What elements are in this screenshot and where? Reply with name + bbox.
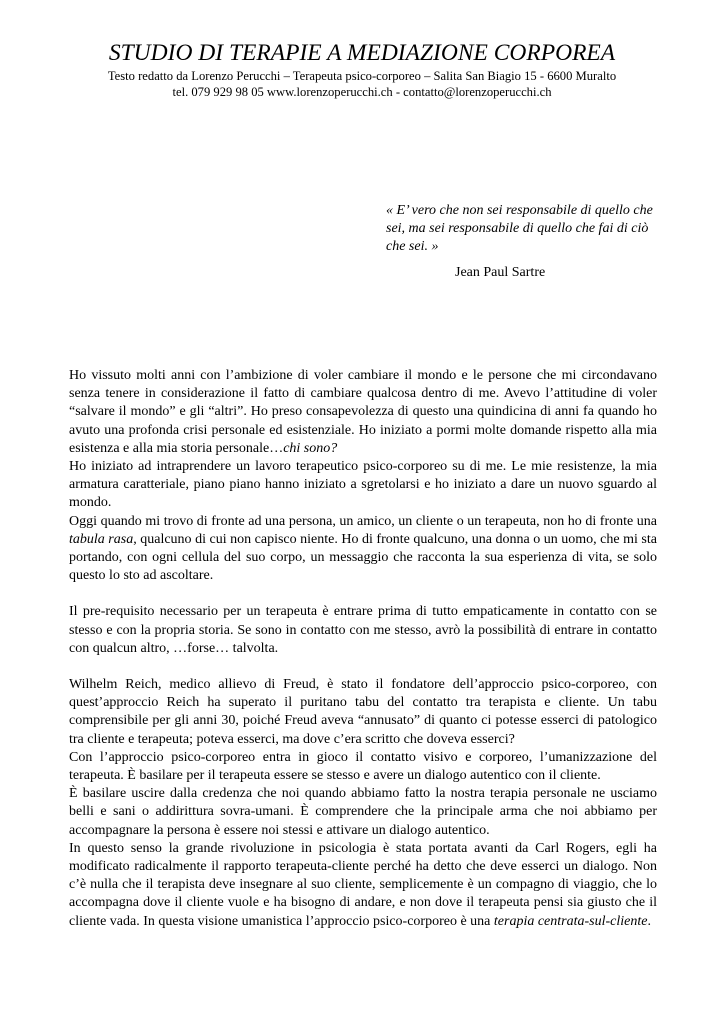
italic-question: chi sono? — [283, 440, 338, 456]
epigraph-author: Jean Paul Sartre — [455, 265, 546, 280]
page-title: STUDIO DI TERAPIE A MEDIAZIONE CORPOREA — [108, 40, 616, 66]
paragraph-5: Wilhelm Reich, medico allievo di Freud, è stato il fondatore dell’approccio psico-corporeo, con quest’approccio Reich ha superato il puritano tabu del contatto tra terapista e cliente. Un tabu comprensibile per gli anni 30, poiché Freud aveva “annusato” di quanto ci potesse esserci di patologico tra cliente e terapeuta; poteva esserci, ma dove c’era scritto che doveva esserci? — [69, 677, 657, 747]
body-text — [69, 367, 657, 931]
paragraph-8: In questo senso la grande rivoluzione in psicologia è stata portata avanti da Carl Rogers, egli ha modificato radicalmente il rapporto terapeuta-cliente perché ha detto che deve esserci un dialogo. Non c’è nulla che il terapista deve insegnare al suo cliente, semplicemente è un compagno di viaggio, che lo accompagna dove il cliente vuole e ha bisogno di andare, e non dove il terapeuta pensi sia giusto che il cliente vada. In questa visione umanistica l’approccio psico-corporeo è una terapia centrata-sul-cliente. — [69, 840, 657, 929]
paragraph-1: Ho vissuto molti anni con l’ambizione di voler cambiare il mondo e le persone che mi circondavano senza tenere in considerazione il fatto di cambiare qualcosa dentro di me. Avevo l’attitudine di voler “salvare il mondo” e gli “altri”. Ho preso consapevolezza di questo una quindicina di anni fa quando ho avuto una profonda crisi personale ed esistenziale. Ho iniziato a pormi molte domande rispetto alla mia esistenza e alla mia storia personale…chi sono? — [69, 368, 657, 456]
paragraph-6: Con l’approccio psico-corporeo entra in gioco il contatto visivo e corporeo, l’umanizzazione del terapeuta. È basilare per il terapeuta essere se stesso e avere un dialogo autentico con il cliente. — [69, 749, 657, 784]
contact-line: tel. 079 929 98 05 www.lorenzoperucchi.ch - contatto@lorenzoperucchi.ch — [172, 85, 552, 99]
author-address-line: Testo redatto da Lorenzo Perucchi – Terapeuta psico-corporeo – Salita San Biagio 15 - 6600 Muralto — [107, 69, 617, 83]
epigraph-quote: « E’ vero che non sei responsabile di quello che sei, ma sei responsabile di quello che fai di ciò che sei. » — [386, 203, 653, 254]
paragraph-2: Ho iniziato ad intraprendere un lavoro terapeutico psico-corporeo su di me. Le mie resistenze, la mia armatura caratteriale, piano piano hanno iniziato a sgretolarsi e ho iniziato a dare un nuovo sguardo al mondo. — [69, 459, 657, 511]
paragraph-3: Oggi quando mi trovo di fronte ad una persona, un amico, un cliente o un terapeuta, non ho di fronte una tabula rasa, qualcuno di cui non capisco niente. Ho di fronte qualcuno, una donna o un uomo, che mi sta portando, con ogni cellula del suo corpo, un messaggio che racconta la sua esperienza di vita, se solo questo lo sto ad ascoltare. — [69, 513, 657, 584]
paragraph-4: Il pre-requisito necessario per un terapeuta è entrare prima di tutto empaticamente in contatto con se stesso e con la propria storia. Se sono in contatto con me stesso, avrò la possibilità di entrare in contatto con qualcun altro, …forse… talvolta. — [69, 604, 657, 656]
italic-term: tabula rasa — [69, 531, 134, 547]
italic-term: terapia centrata-sul-cliente — [493, 913, 648, 929]
paragraph-7: È basilare uscire dalla credenza che noi quando abbiamo fatto la nostra terapia personale ne usciamo belli e sani o addirittura sovra-umani. È comprendere che la principale arma che noi abbiamo per accompagnare la persona è essere noi stessi e attivare un dialogo autentico. — [69, 786, 657, 838]
